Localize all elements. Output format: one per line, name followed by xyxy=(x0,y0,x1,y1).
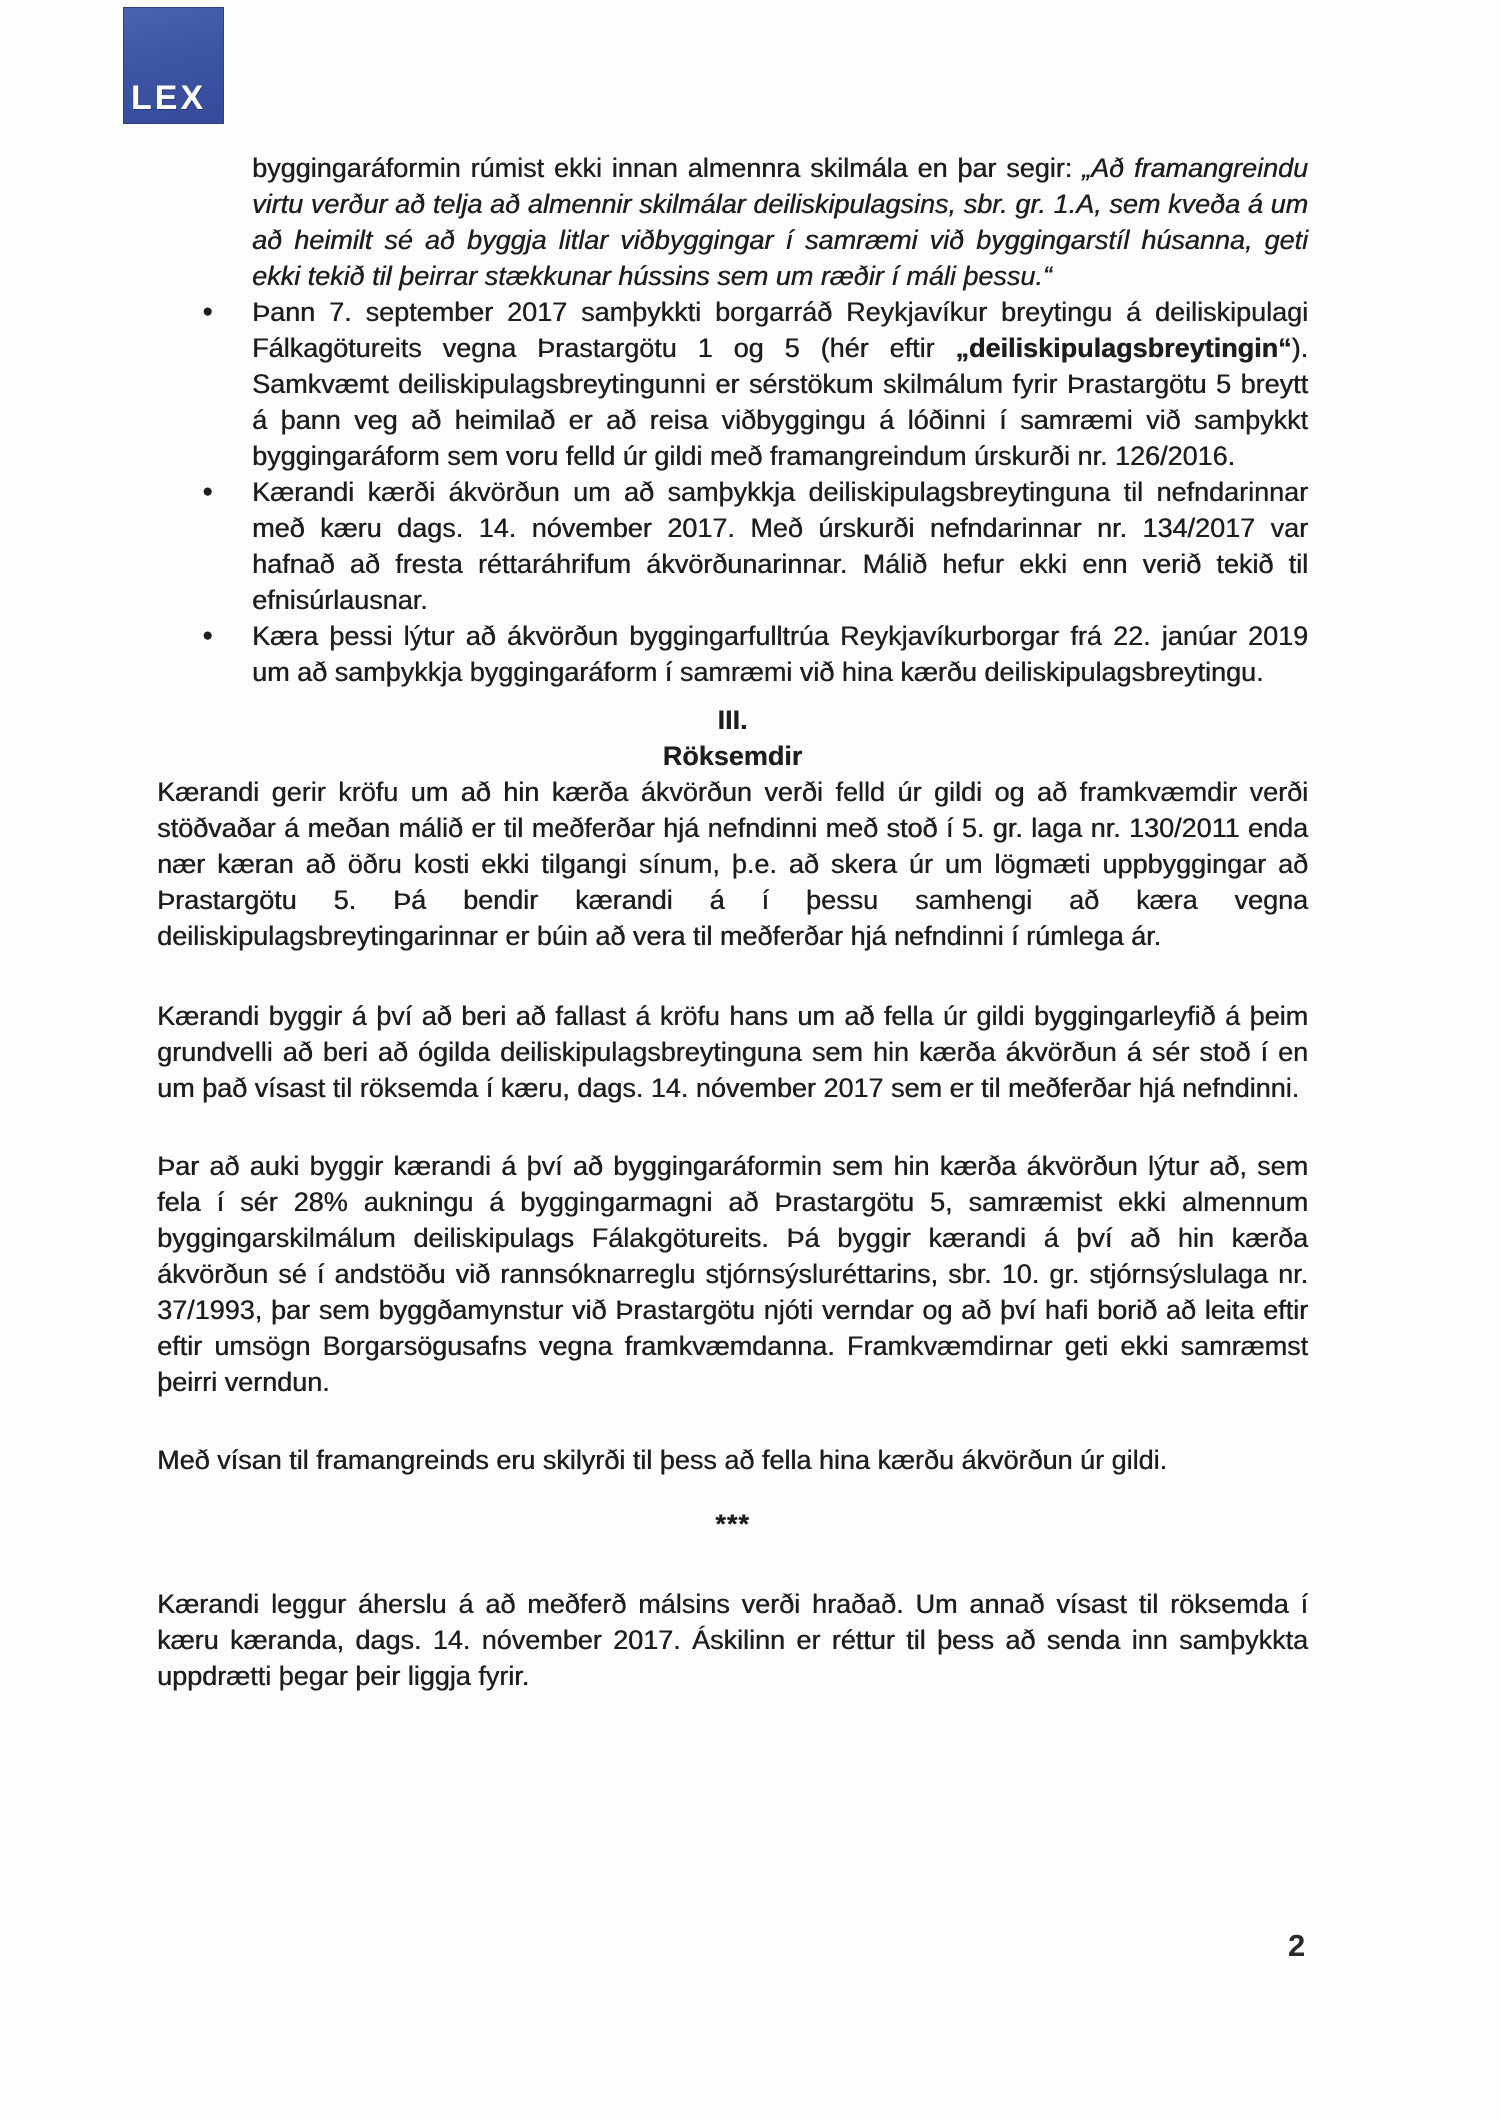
paragraph-demand: Kærandi gerir kröfu um að hin kærða ákvörðun verði felld úr gildi og að framkvæmdir verði stöðvaðar á meðan málið er til meðferðar hjá nefndinni með stoð í 5. gr. laga nr. 130/2011 enda nær kæran að öðru kosti ekki tilgangi sínum, þ.e. að skera úr um lögmæti uppbyggingar að Þrastargötu 5. Þá bendir kærandi á í þessu samhengi að kæra vegna deiliskipulagsbreytingarinnar er búin að vera til meðferðar hjá nefndinni í rúmlega ár. xyxy=(157,777,1308,951)
section-separator: *** xyxy=(715,1509,750,1539)
document-body xyxy=(157,150,1308,1694)
bullet1-bold-term: „deiliskipulagsbreytingin“ xyxy=(955,333,1292,363)
bullet3-text: Kæra þessi lýtur að ákvörðun byggingarfulltrúa Reykjavíkurborgar frá 22. janúar 2019 um að samþykkja byggingaráform í samræmi við hina kærðu deiliskipulagsbreytingu. xyxy=(252,621,1308,687)
section-title: Röksemdir xyxy=(662,741,803,771)
bullet2-text: Kærandi kærði ákvörðun um að samþykkja deiliskipulagsbreytinguna til nefndarinnar með kæru dags. 14. nóvember 2017. Með úrskurði nefndarinnar nr. 134/2017 var hafnað að fresta réttaráhrifum ákvörðunarinnar. Málið hefur ekki enn verið tekið til efnisúrlausnar. xyxy=(252,477,1308,615)
bullet-icon: ● xyxy=(202,625,214,646)
section-numeral: III. xyxy=(717,705,748,735)
intro-paragraph xyxy=(252,150,1308,294)
intro-quote-text: „Að framangreindu virtu verður að telja að almennir skilmálar deiliskipulagsins, sbr. gr. 1.A, sem kveða á um að heimilt sé að byggja litlar viðbyggingar í samræmi við byggingarstíl húsanna, geti ekki tekið til þeirrar stækkunar hússins sem um ræðir í máli þessu.“ xyxy=(252,153,1309,291)
paragraph-grounds: Kærandi byggir á því að beri að fallast á kröfu hans um að fella úr gildi byggingarleyfið á þeim grundvelli að beri að ógilda deiliskipulagsbreytinguna sem hin kærða ákvörðun á sér stoð í en um það vísast til röksemda í kæru, dags. 14. nóvember 2017 sem er til meðferðar hjá nefndinni. xyxy=(157,1001,1308,1103)
paragraph-conclusion: Með vísan til framangreinds eru skilyrði til þess að fella hina kærðu ákvörðun úr gildi. xyxy=(157,1445,1167,1475)
list-item-kaera-2017 xyxy=(157,474,1308,618)
section-heading xyxy=(157,702,1308,774)
paragraph-closing: Kærandi leggur áherslu á að meðferð málsins verði hraðað. Um annað vísast til röksemda í kæru kæranda, dags. 14. nóvember 2017. Áskilinn er réttur til þess að senda inn samþykkta uppdrætti þegar þeir liggja fyrir. xyxy=(157,1589,1308,1691)
lex-logo-text: LEX xyxy=(131,79,207,117)
bullet-list xyxy=(157,294,1308,690)
bullet-icon: ● xyxy=(202,481,214,502)
bullet1-text-before: Þann 7. september 2017 samþykkti borgarráð Reykjavíkur breytingu á deiliskipulagi Fálkagötureits vegna Þrastargötu 1 og 5 (hér eftir xyxy=(252,297,1308,363)
bullet-icon: ● xyxy=(202,301,214,322)
page-number: 2 xyxy=(1288,1928,1306,1963)
list-item-kaera-2019 xyxy=(157,618,1308,690)
intro-lead-text: byggingaráformin rúmist ekki innan almennra skilmála en þar segir: xyxy=(252,153,1083,183)
list-item-deiliskipulag xyxy=(157,294,1308,474)
paragraph-additional-grounds: Þar að auki byggir kærandi á því að byggingaráformin sem hin kærða ákvörðun lýtur að, sem fela í sér 28% aukningu á byggingarmagni að Þrastargötu 5, samræmist ekki almennum byggingarskilmálum deiliskipulags Fálakgötureits. Þá byggir kærandi á því að hin kærða ákvörðun sé í andstöðu við rannsóknarreglu stjórnsýsluréttarins, sbr. 10. gr. stjórnsýslulaga nr. 37/1993, þar sem byggðamynstur við Þrastargötu njóti verndar og að því hafi borið að leita eftir eftir umsögn Borgarsögusafns vegna framkvæmdanna. Framkvæmdirnar geti ekki samræmst þeirri verndun. xyxy=(157,1151,1308,1397)
lex-logo xyxy=(123,7,224,124)
bullet1-text-after: ). Samkvæmt deiliskipulagsbreytingunni er sérstökum skilmálum fyrir Þrastargötu 5 breytt á þann veg að heimilað er að reisa viðbyggingu á lóðinni í samræmi við samþykkt byggingaráform sem voru felld úr gildi með framangreindum úrskurði nr. 126/2016. xyxy=(252,333,1308,471)
